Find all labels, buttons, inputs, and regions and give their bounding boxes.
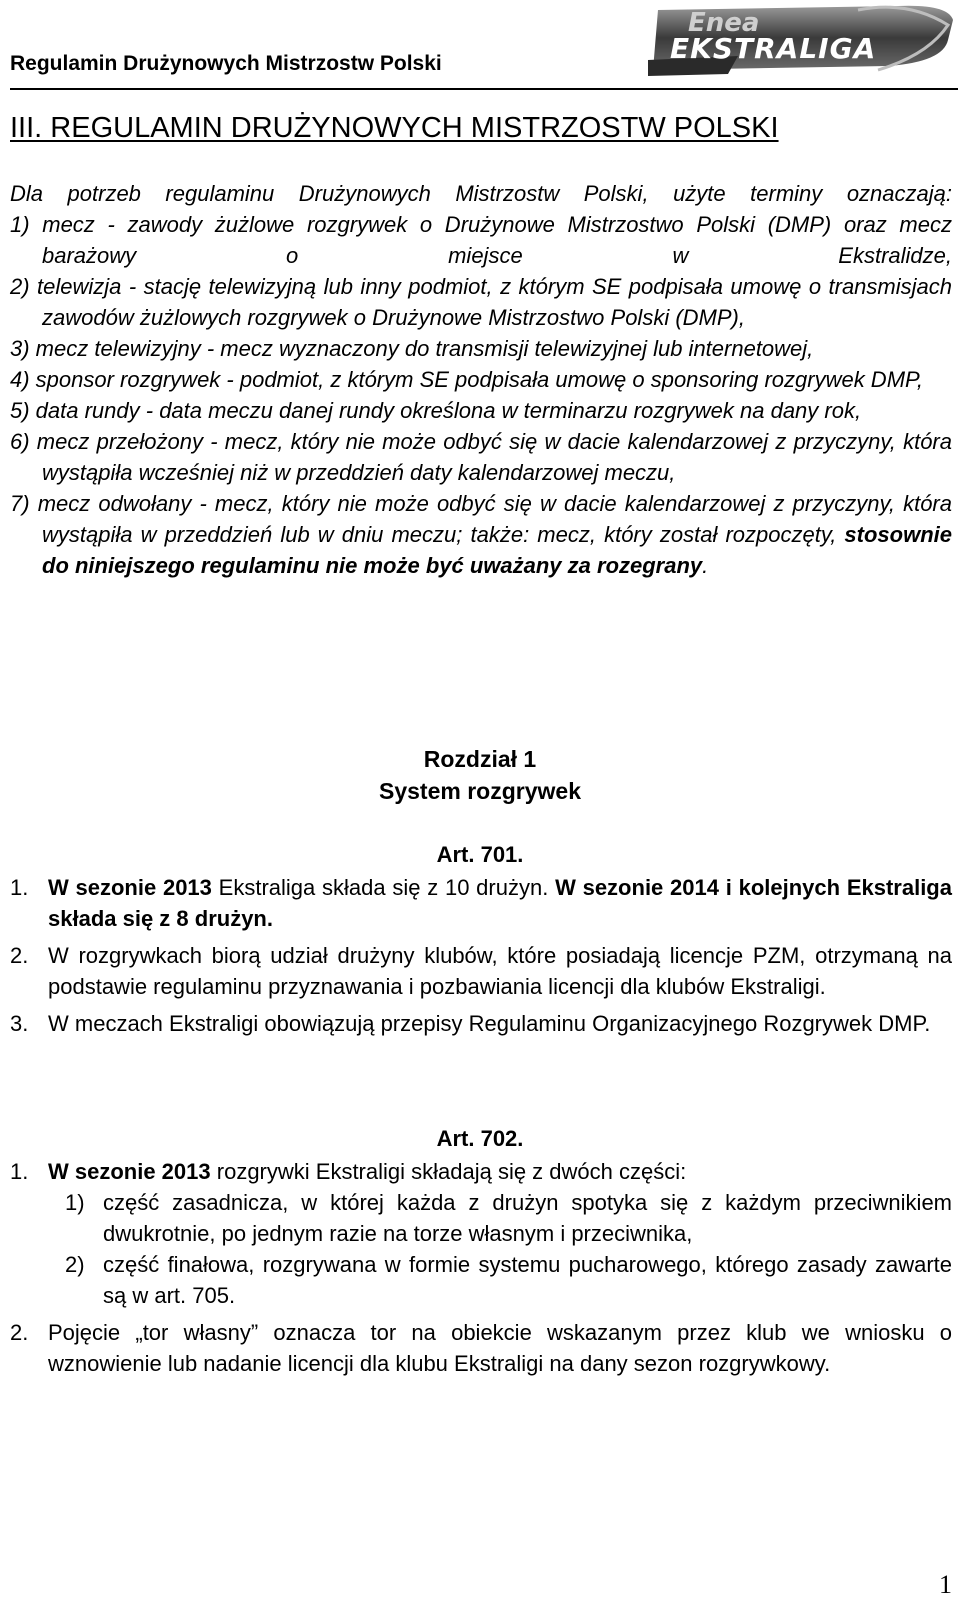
sub-point	[65, 1249, 952, 1311]
article-701-title: Art. 701.	[436, 842, 524, 867]
article-point	[10, 1156, 952, 1187]
definitions-block	[10, 178, 952, 581]
definition-bold-text: stosownie do niniejszego regulaminu nie może być uważany za rozegrany	[42, 522, 952, 578]
sub-point-number: 2)	[65, 1252, 85, 1277]
definition-item: 2) telewizja - stację telewizyjną lub inny podmiot, z którym SE podpisała umowę o transmisjach zawodów żużlowych rozgrywek o Drużynowe Mistrzostwo Polski (DMP),	[10, 274, 952, 330]
logo-ekstraliga-text: EKSTRALIGA	[670, 32, 877, 65]
definition-item: 6) mecz przełożony - mecz, który nie może odbyć się w dacie kalendarzowej z przyczyny, która wystąpiła wcześniej niż w przeddzień daty kalendarzowej meczu,	[10, 429, 952, 485]
definition-item	[10, 488, 952, 581]
point-number: 3.	[10, 1011, 29, 1036]
page-number: 1	[939, 1570, 952, 1599]
logo-enea-text: Enea	[688, 8, 760, 38]
point-text: W meczach Ekstraligi obowiązują przepisy Regulaminu Organizacyjnego Rozgrywek DMP.	[48, 1011, 931, 1036]
point-text	[48, 1156, 952, 1187]
point-bold: W sezonie 2013	[48, 1159, 211, 1184]
definitions-intro: Dla potrzeb regulaminu Drużynowych Mistrzostw Polski, użyte terminy oznaczają:	[10, 181, 952, 206]
point-number: 2.	[10, 943, 29, 968]
point-text	[48, 872, 952, 934]
chapter-title: System rozgrywek	[379, 778, 581, 804]
chapter-label: Rozdział 1	[423, 746, 537, 772]
article-point	[10, 1008, 952, 1039]
point-plain: rozgrywki Ekstraligi składają się z dwóch części:	[210, 1159, 687, 1184]
article-701-body	[10, 872, 952, 1039]
header-divider	[10, 88, 958, 90]
definition-item: 1) mecz - zawody żużlowe rozgrywek o Drużynowe Mistrzostwo Polski (DMP) oraz mecz barażowy o miejsce w Ekstralidze,	[10, 212, 952, 268]
page-header	[0, 0, 960, 92]
point-bold: W sezonie 2014 i kolejnych Ekstraliga składa się z 8 drużyn.	[48, 875, 952, 931]
point-number: 1.	[10, 875, 29, 900]
point-number: 1.	[10, 1159, 29, 1184]
sub-point-text: część zasadnicza, w której każda z drużyn spotyka się z każdym przeciwnikiem dwukrotnie, po jednym razie na torze własnym i przeciwnika,	[103, 1190, 952, 1246]
ekstraliga-logo	[648, 0, 958, 80]
definition-item: 3) mecz telewizyjny - mecz wyznaczony do transmisji telewizyjnej lub internetowej,	[10, 336, 814, 361]
article-702-body	[10, 1156, 952, 1379]
sub-point	[65, 1187, 952, 1249]
article-702-title: Art. 702.	[436, 1126, 524, 1151]
sub-point-number: 1)	[65, 1190, 85, 1215]
sub-point-text: część finałowa, rozgrywana w formie systemu pucharowego, którego zasady zawarte są w art. 705.	[103, 1252, 952, 1308]
point-number: 2.	[10, 1320, 29, 1345]
point-plain: Ekstraliga składa się z 10 drużyn.	[211, 875, 556, 900]
definition-item: 5) data rundy - data meczu danej rundy określona w terminarzu rozgrywek na dany rok,	[10, 398, 862, 423]
header-title: Regulamin Drużynowych Mistrzostw Polski	[10, 52, 442, 75]
definition-item: 4) sponsor rozgrywek - podmiot, z którym SE podpisała umowę o sponsoring rozgrywek DMP,	[10, 367, 923, 392]
point-text: Pojęcie „tor własny” oznacza tor na obiekcie wskazanym przez klub we wniosku o wznowienie lub nadanie licencji dla klubu Ekstraligi na dany sezon rozgrywkowy.	[48, 1320, 952, 1376]
article-point	[10, 1317, 952, 1379]
article-point	[10, 940, 952, 1002]
definition-text: 7) mecz odwołany - mecz, który nie może odbyć się w dacie kalendarzowej z przyczyny, która wystąpiła w przeddzień lub w dniu meczu; także: mecz, który został rozpoczęty,	[10, 491, 952, 547]
definition-tail: .	[702, 553, 709, 578]
section-title: III. REGULAMIN DRUŻYNOWYCH MISTRZOSTW POLSKI	[10, 112, 779, 144]
article-point	[10, 872, 952, 934]
point-bold: W sezonie 2013	[48, 875, 212, 900]
point-text: W rozgrywkach biorą udział drużyny klubów, które posiadają licencje PZM, otrzymaną na podstawie regulaminu przyznawania i pozbawiania licencji dla klubów Ekstraligi.	[48, 943, 952, 999]
